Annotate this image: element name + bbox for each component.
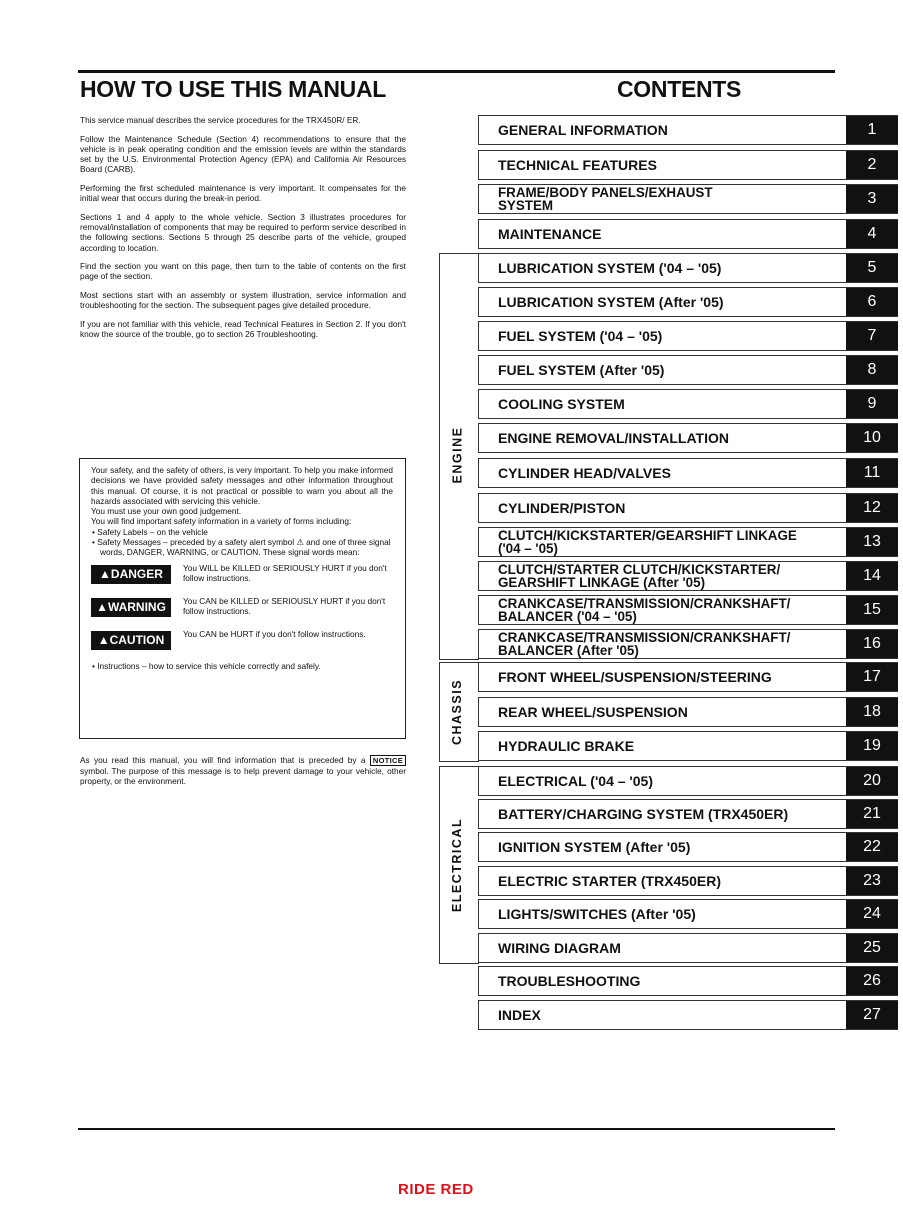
toc-item-title: FUEL SYSTEM (After '05) bbox=[498, 362, 665, 378]
toc-item-title: ELECTRICAL ('04 – '05) bbox=[498, 773, 653, 789]
toc-item-22[interactable] bbox=[478, 832, 898, 862]
contents-heading: CONTENTS bbox=[617, 76, 742, 102]
toc-item-7[interactable] bbox=[478, 321, 898, 351]
toc-item-18[interactable] bbox=[478, 697, 898, 727]
toc-item-title: IGNITION SYSTEM (After '05) bbox=[498, 839, 691, 855]
toc-item-title: ELECTRIC STARTER (TRX450ER) bbox=[498, 873, 721, 889]
toc-section-tab: 14 bbox=[846, 562, 898, 590]
toc-section-tab: 11 bbox=[846, 459, 898, 487]
toc-item-21[interactable] bbox=[478, 799, 898, 829]
safety-line: You will find important safety information in a variety of forms including: bbox=[91, 516, 352, 527]
toc-item-title: FRAME/BODY PANELS/EXHAUST SYSTEM bbox=[498, 185, 713, 213]
intro-paragraph: Sections 1 and 4 apply to the whole vehicle. Section 3 illustrates procedures for removal/installation of components that may be required to perform service described in the following sections. Sections 5 through 25 describe parts of the vehicle, grouped according to location. bbox=[80, 211, 406, 253]
toc-section-tab: 10 bbox=[846, 424, 898, 452]
notice-paragraph bbox=[80, 755, 406, 787]
toc-item-26[interactable] bbox=[478, 966, 898, 996]
safety-line: You must use your own good judgement. bbox=[91, 506, 242, 517]
toc-item-17[interactable] bbox=[478, 662, 898, 692]
toc-section-tab: 18 bbox=[846, 698, 898, 726]
top-rule bbox=[78, 70, 835, 73]
toc-section-tab: 21 bbox=[846, 800, 898, 828]
safety-intro: Your safety, and the safety of others, is very important. To help you make informed decisions we have provided safety messages and other information throughout this manual. Of course, it is not practical or possible to warn you about all the hazards associated with servicing this vehicle. bbox=[91, 465, 393, 506]
toc-section-tab: 25 bbox=[846, 934, 898, 962]
intro-paragraph: Find the section you want on this page, then turn to the table of contents on the first page of the section. bbox=[80, 261, 406, 282]
intro-paragraph: Most sections start with an assembly or system illustration, service information and troubleshooting for the section. The subsequent pages give detailed procedure. bbox=[80, 290, 406, 311]
intro-paragraph: Performing the first scheduled maintenance is very important. It compensates for the initial wear that occurs during the break-in period. bbox=[80, 183, 406, 204]
engine-group-label: ENGINE bbox=[450, 426, 464, 484]
warning-text: You CAN be KILLED or SERIOUSLY HURT if you don't follow instructions. bbox=[183, 595, 386, 616]
electrical-group-label: ELECTRICAL bbox=[450, 817, 465, 913]
toc-section-tab: 27 bbox=[846, 1001, 898, 1029]
toc-item-25[interactable] bbox=[478, 933, 898, 963]
notice-text-before: As you read this manual, you will find information that is preceded by a bbox=[80, 755, 366, 765]
caution-signal bbox=[91, 629, 393, 657]
toc-item-14[interactable] bbox=[478, 561, 898, 591]
danger-text: You WILL be KILLED or SERIOUSLY HURT if you don't follow instructions. bbox=[183, 562, 387, 583]
toc-item-11[interactable] bbox=[478, 458, 898, 488]
safety-box bbox=[79, 458, 406, 739]
toc-section-tab: 24 bbox=[846, 900, 898, 928]
safety-bullet: • Safety Messages – preceded by a safety alert symbol ⚠ and one of three signal words, DANGER, WARNING, or CAUTION. These signal words mean: bbox=[92, 537, 391, 558]
toc-item-10[interactable] bbox=[478, 423, 898, 453]
toc-item-title: ENGINE REMOVAL/INSTALLATION bbox=[498, 430, 729, 446]
caution-label: ▲CAUTION bbox=[91, 631, 171, 650]
ride-red-logo: RIDE RED bbox=[398, 1181, 474, 1198]
toc-item-title: CRANKCASE/TRANSMISSION/CRANKSHAFT/ BALANCER ('04 – '05) bbox=[498, 596, 791, 624]
toc-item-title: FRONT WHEEL/SUSPENSION/STEERING bbox=[498, 669, 772, 685]
toc-section-tab: 16 bbox=[846, 630, 898, 658]
intro-paragraph: If you are not familiar with this vehicle, read Technical Features in Section 2. If you don't know the source of the trouble, go to section 26 Troubleshooting. bbox=[80, 319, 406, 340]
toc-section-tab: 15 bbox=[846, 596, 898, 624]
toc-section-tab: 8 bbox=[846, 356, 898, 384]
intro-paragraph: Follow the Maintenance Schedule (Section 4) recommendations to ensure that the vehicle is in peak operating condition and the emission levels are within the standards set by the U.S. Environmental Protection Agency (EPA) and California Air Resources Board (CARB). bbox=[80, 133, 406, 175]
toc-section-tab: 23 bbox=[846, 867, 898, 895]
toc-section-tab: 17 bbox=[846, 663, 898, 691]
toc-item-title: INDEX bbox=[498, 1007, 541, 1023]
toc-item-title: LUBRICATION SYSTEM ('04 – '05) bbox=[498, 260, 722, 276]
toc-item-23[interactable] bbox=[478, 866, 898, 896]
toc-item-6[interactable] bbox=[478, 287, 898, 317]
toc-item-12[interactable] bbox=[478, 493, 898, 523]
toc-item-27[interactable] bbox=[478, 1000, 898, 1030]
toc-item-title: REAR WHEEL/SUSPENSION bbox=[498, 704, 688, 720]
toc-section-tab: 3 bbox=[846, 185, 898, 213]
toc-section-tab: 1 bbox=[846, 116, 898, 144]
toc-item-13[interactable] bbox=[478, 527, 898, 557]
toc-section-tab: 26 bbox=[846, 967, 898, 995]
toc-item-title: HYDRAULIC BRAKE bbox=[498, 738, 635, 754]
toc-item-4[interactable] bbox=[478, 219, 898, 249]
toc-section-tab: 6 bbox=[846, 288, 898, 316]
toc-section-tab: 4 bbox=[846, 220, 898, 248]
toc-item-title: CLUTCH/KICKSTARTER/GEARSHIFT LINKAGE ('04 – '05) bbox=[498, 528, 797, 556]
notice-symbol: NOTICE bbox=[370, 755, 406, 766]
toc-section-tab: 2 bbox=[846, 151, 898, 179]
toc-section-tab: 5 bbox=[846, 254, 898, 282]
toc-item-title: WIRING DIAGRAM bbox=[498, 940, 621, 956]
toc-item-1[interactable] bbox=[478, 115, 898, 145]
toc-section-tab: 22 bbox=[846, 833, 898, 861]
toc-section-tab: 19 bbox=[846, 732, 898, 760]
toc-section-tab: 12 bbox=[846, 494, 898, 522]
toc-item-16[interactable] bbox=[478, 629, 898, 659]
chassis-group-label: CHASSIS bbox=[450, 678, 465, 746]
toc-item-20[interactable] bbox=[478, 766, 898, 796]
toc-section-tab: 7 bbox=[846, 322, 898, 350]
toc-item-19[interactable] bbox=[478, 731, 898, 761]
notice-text-after: symbol. The purpose of this message is to help prevent damage to your vehicle, other property, or the environment. bbox=[80, 766, 406, 787]
warning-signal bbox=[91, 596, 393, 624]
toc-section-tab: 9 bbox=[846, 390, 898, 418]
toc-item-title: CRANKCASE/TRANSMISSION/CRANKSHAFT/ BALANCER (After '05) bbox=[498, 630, 791, 658]
toc-item-title: LIGHTS/SWITCHES (After '05) bbox=[498, 906, 696, 922]
toc-item-8[interactable] bbox=[478, 355, 898, 385]
toc-item-title: TROUBLESHOOTING bbox=[498, 973, 641, 989]
toc-item-title: CLUTCH/STARTER CLUTCH/KICKSTARTER/ GEARSHIFT LINKAGE (After '05) bbox=[498, 562, 781, 590]
toc-item-24[interactable] bbox=[478, 899, 898, 929]
toc-item-title: MAINTENANCE bbox=[498, 226, 602, 242]
toc-item-3[interactable] bbox=[478, 184, 898, 214]
toc-item-title: FUEL SYSTEM ('04 – '05) bbox=[498, 328, 663, 344]
toc-item-title: LUBRICATION SYSTEM (After '05) bbox=[498, 294, 724, 310]
toc-item-title: TECHNICAL FEATURES bbox=[498, 157, 657, 173]
intro-text bbox=[80, 115, 406, 348]
safety-bullet: • Instructions – how to service this vehicle correctly and safely. bbox=[92, 660, 321, 671]
manual-heading: HOW TO USE THIS MANUAL bbox=[80, 76, 387, 102]
toc-section-tab: 20 bbox=[846, 767, 898, 795]
toc-item-title: GENERAL INFORMATION bbox=[498, 122, 668, 138]
danger-signal bbox=[91, 563, 393, 591]
toc-item-15[interactable] bbox=[478, 595, 898, 625]
toc-item-title: CYLINDER/PISTON bbox=[498, 500, 626, 516]
toc-item-title: BATTERY/CHARGING SYSTEM (TRX450ER) bbox=[498, 806, 789, 822]
toc-item-2[interactable] bbox=[478, 150, 898, 180]
toc-item-title: CYLINDER HEAD/VALVES bbox=[498, 465, 671, 481]
warning-label: ▲WARNING bbox=[91, 598, 171, 617]
bottom-rule bbox=[78, 1128, 835, 1130]
safety-bullet: • Safety Labels – on the vehicle bbox=[92, 526, 208, 537]
toc-item-9[interactable] bbox=[478, 389, 898, 419]
toc-item-title: COOLING SYSTEM bbox=[498, 396, 625, 412]
caution-text: You CAN be HURT if you don't follow instructions. bbox=[183, 628, 366, 639]
toc-section-tab: 13 bbox=[846, 528, 898, 556]
intro-paragraph: This service manual describes the service procedures for the TRX450R/ ER. bbox=[80, 115, 361, 125]
toc-item-5[interactable] bbox=[478, 253, 898, 283]
danger-label: ▲DANGER bbox=[91, 565, 171, 584]
